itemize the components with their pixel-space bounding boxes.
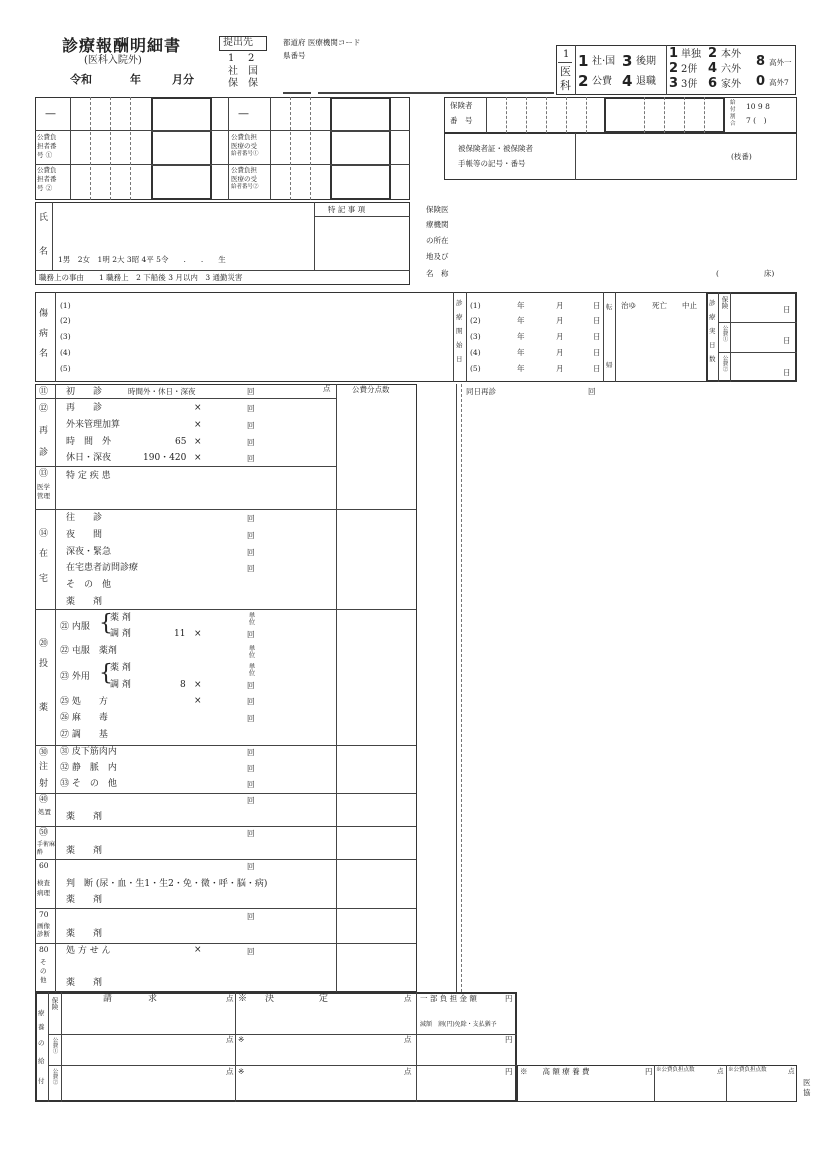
drug-sub: 薬 剤 [110,613,131,623]
date-item: (1) [470,301,481,310]
single-num: 2 [669,61,679,76]
fee-group: 宅 [39,574,49,584]
fee-label: 初 診 [66,387,103,397]
fee-group: その他 [40,958,47,984]
fee-item: 処 方 せ ん [66,946,111,956]
high-cost-label: ※ 高 額 療 養 費 [520,1067,590,1076]
decision-mark: ※ [238,1035,245,1044]
fee-group: 診 [39,448,49,458]
submit-opt-1: 1 [228,53,235,64]
out-num: 6 [708,76,718,91]
fee-no: 80 [39,945,49,954]
pref-code-label: 都道府 医療機関コード [283,38,361,47]
start-label: 始 [456,341,463,349]
totals-side: の [38,1039,45,1047]
fee-item: 外来管理加算 [66,420,121,430]
day-unit: 日 [783,305,791,314]
out-num: 2 [708,46,718,61]
type-label: 社·国 [592,56,616,67]
outcome: 治ゆ [621,301,636,310]
same-day-label: 同日再診 [466,387,496,396]
type-label: 後期 [636,56,656,67]
yen-unit: 円 [505,994,513,1003]
payer1-label: 号 ① [37,151,53,159]
decision-mark: ※ [238,1067,245,1076]
year-label: 年 [130,73,141,86]
disease-item: (3) [60,332,71,341]
multiply-mark: × [194,629,202,639]
recip1-label: 給者番号① [231,151,259,157]
insurer-label: 番 号 [450,116,473,125]
times-unit: 回 [588,387,596,396]
outcome: 死亡 [652,301,667,310]
elder-label: 高外一 [769,58,792,67]
recip2-label: 給者番号② [231,184,259,190]
fee-group: 再 [39,426,49,436]
single-num: 3 [669,76,679,91]
burden-label: 一 部 負 担 金 額 [420,994,477,1003]
times-unit: 回 [247,780,255,789]
unit-points: 190・420 [143,453,187,463]
fee-item: 特 定 疾 患 [66,471,111,481]
fee-group: 薬 [39,703,49,713]
times-unit: 回 [247,548,255,557]
times-unit: 回 [247,531,255,540]
fee-item: ㉒ 屯服 薬剤 [60,646,117,656]
multiply-mark: × [194,945,202,955]
fee-item: 薬 剤 [66,978,103,988]
totals-row-label: 保険 [50,997,59,1010]
public-points-header: 公費分点数 [352,385,390,394]
fee-group: 注 [39,762,49,772]
ymd: 日 [593,348,601,357]
ymd: 月 [556,332,564,341]
start-label: 診 [456,299,463,307]
multiply-mark: × [194,420,202,430]
drug-sub: 調 剤 [110,629,131,639]
fee-group: 医学管理 [37,483,50,500]
public-points-label: ※公費負担点数 [728,1067,767,1073]
days-label: 数 [709,355,716,363]
times-unit: 回 [247,748,255,757]
single-label: 2併 [681,64,698,75]
times-unit: 回 [247,404,255,413]
yen-unit: 円 [645,1067,653,1076]
fee-no: ⑪ [39,387,49,397]
ymd: 月 [556,348,564,357]
institution-label: 療機関 [426,220,449,229]
drug-sub: 調 剤 [110,680,131,690]
unit-points: 65 [175,437,187,447]
type-label: 退職 [636,76,656,87]
multiply-mark: × [194,680,202,690]
type-num: 1 [578,52,589,70]
totals-block[interactable] [35,992,517,1102]
times-unit: 回 [247,912,255,921]
days-type: 保険 [720,296,729,309]
times-unit: 回 [247,514,255,523]
days-type: 公費② [721,355,728,372]
times-unit: 回 [247,764,255,773]
recip2-label: 医療の受 [231,175,257,183]
times-unit: 回 [247,862,255,871]
fee-group: 射 [39,779,49,789]
fee-item: 時 間 外 [66,437,112,447]
recip1-label: 公費負担 [231,133,257,141]
totals-side: 療 [38,1009,45,1017]
ymd: 日 [593,364,601,373]
submit-name: 国 [248,66,258,77]
claim-label: 請 求 [103,994,158,1004]
yen-unit: 円 [505,1067,513,1076]
times-unit: 回 [247,829,255,838]
times-unit: 回 [247,454,255,463]
start-label: 開 [456,327,463,335]
point-unit: 点 [226,1035,234,1044]
public-points-label: ※公費負担点数 [656,1067,695,1073]
multiply-mark: × [194,437,202,447]
submit-name: 保 [228,78,238,89]
branch-label: (枝番) [731,152,752,161]
type-num: 2 [578,72,589,90]
submit-name: 社 [228,66,238,77]
point-unit: 点 [404,1067,412,1076]
point-unit: 点 [404,1035,412,1044]
institution-label: の所在 [426,236,449,245]
fee-no: 60 [39,861,49,870]
med-type-num: 1 [563,49,570,60]
totals-side: 養 [38,1023,45,1031]
payer2-label: 号 ② [37,184,53,192]
fee-item: ㉖ 麻 毒 [60,713,108,723]
fee-group: 処置 [38,808,51,816]
pref-number-field[interactable] [283,92,311,94]
fee-item: ㉝ そ の 他 [60,779,117,789]
fee-item: 在宅患者訪問診療 [66,563,139,573]
fee-no: ㊵ [39,795,49,805]
fee-group: 投 [39,659,49,669]
date-item: (2) [470,316,481,325]
ymd: 年 [517,301,525,310]
elder-num: 0 [756,74,766,89]
fee-note: 時間外・休日・深夜 [128,387,196,396]
fee-item: ㉑ 内服 [60,622,90,632]
times-unit: 回 [247,714,255,723]
times-unit: 回 [247,564,255,573]
unit-points: 11 [174,629,186,639]
fee-group: 在 [39,549,49,559]
day-unit: 日 [783,336,791,345]
disease-item: (5) [60,364,71,373]
decision-label: ※ 決 定 [238,994,329,1004]
brace: { [99,611,113,636]
submit-name: 保 [248,78,258,89]
payer2-label: 公費負 [37,166,57,174]
ymd: 日 [593,316,601,325]
ymd: 月 [556,301,564,310]
era-label: 令和 [70,73,92,86]
point-unit: 点 [404,994,412,1003]
ymd: 年 [517,332,525,341]
date-item: (4) [470,348,481,357]
fee-item: 薬 剤 [66,812,103,822]
submit-label: 提出先 [223,37,253,48]
day-unit: 日 [783,368,791,377]
totals-row-label: 公費② [51,1068,58,1085]
recip1-label: 医療の受 [231,142,257,150]
times-unit: 回 [247,421,255,430]
days-label: 診 [709,299,716,307]
institution-label: 名 称 [426,269,449,278]
outcome: 中止 [682,301,697,310]
days-type: 公費① [721,325,728,342]
institution-code-field[interactable] [318,92,554,94]
payer2-label: 担者番 [37,175,57,183]
ymd: 月 [556,364,564,373]
month-label: 月分 [172,73,194,86]
fee-item: ㉓ 外用 [60,672,90,682]
start-label: 日 [456,355,463,363]
ymd: 年 [517,364,525,373]
totals-side: 給 [38,1057,45,1065]
fee-item: 休日・深夜 [66,453,112,463]
fee-no: ⑭ [39,529,49,539]
point-unit: 点 [226,994,234,1003]
sex-birth-line: 1男 2女 1明 2大 3昭 4平 5令 . . 生 [58,255,226,264]
ratio-label: 給付割合 [730,100,736,127]
institution-label: 保険医 [426,205,449,214]
times-unit: 回 [247,947,255,956]
fee-item: 深夜・緊急 [66,547,112,557]
ikyo-mark: 医協 [803,1078,811,1097]
recipient-check-area[interactable] [330,97,391,200]
fee-item: 薬 剤 [66,929,103,939]
fee-item: ㉛ 皮下筋肉内 [60,747,117,757]
payer1-label: 公費負 [37,133,57,141]
type-num: 3 [622,52,633,70]
times-unit: 回 [247,697,255,706]
payer1-label: 担者番 [37,142,57,150]
elder-num: 8 [756,54,766,69]
submit-opt-2: 2 [248,53,255,64]
outcome-label: 転 [606,303,613,311]
days-label: 日 [709,341,716,349]
unit-label: 単位 [247,645,256,658]
out-label: 家外 [721,79,741,90]
form-subtitle: (医科入院外) [84,55,142,66]
fee-item: そ の 他 [66,580,112,590]
institution-label: 地及び [426,252,449,261]
out-num: 4 [708,61,718,76]
ymd: 日 [593,332,601,341]
fee-no: ㊿ [39,828,49,838]
disease-item: (1) [60,301,71,310]
ymd: 月 [556,316,564,325]
elder-label: 高外7 [769,78,789,87]
public-check-area[interactable] [151,97,212,200]
fee-group: 検査病理 [37,879,50,897]
ratio-values: 10 9 8 [746,102,770,111]
times-unit: 回 [247,630,255,639]
form-title: 診療報酬明細書 [62,36,182,55]
point-unit: 点 [323,384,331,393]
out-label: 本外 [721,49,741,60]
fee-no: 70 [39,910,49,919]
fee-item: ㉜ 静 脈 内 [60,763,117,773]
beds-label: ( 床) [716,269,775,278]
fee-group: 手術麻酔 [37,841,56,856]
fee-item: 判 断 (尿・血・生1・生2・免・微・呼・脳・病) [66,879,268,889]
card-label: 被保険者証・被保険者 [458,144,533,153]
special-notes-label: 特 記 事 項 [328,205,366,214]
ymd: 年 [517,316,525,325]
fee-item: 薬 剤 [66,895,103,905]
out-label: 六外 [721,64,741,75]
med-type-label: 医 [560,65,571,78]
days-label: 療 [709,313,716,321]
pref-code-label-2: 県番号 [283,51,306,60]
point-unit: 点 [788,1067,795,1075]
unit-points: 8 [180,680,186,690]
start-label: 療 [456,313,463,321]
ymd: 日 [593,301,601,310]
card-label: 手帳等の記号・番号 [458,159,526,168]
name-label: 氏 [39,213,49,223]
unit-label: 単位 [247,612,256,625]
disease-label: 病 [39,329,49,339]
fee-group: 画像診断 [37,922,50,938]
work-reason-line: 職務上の事由 1 職務上 2 下船後 3 月以内 3 通勤災害 [39,273,243,282]
dash-mark: — [238,107,249,120]
disease-label: 傷 [39,309,49,319]
single-num: 1 [669,46,679,61]
fee-item: ㉗ 調 基 [60,730,108,740]
fee-no: ⑫ [39,404,49,414]
multiply-mark: × [194,696,202,706]
dash-mark: — [45,107,56,120]
fee-item: 往 診 [66,513,103,523]
single-label: 3併 [681,79,698,90]
date-item: (3) [470,332,481,341]
multiply-mark: × [194,453,202,463]
disease-item: (2) [60,316,71,325]
yen-unit: 円 [505,1035,513,1044]
type-num: 4 [622,72,633,90]
fee-item: 薬 剤 [66,846,103,856]
drug-sub: 薬 剤 [110,663,131,673]
disease-label: 名 [39,349,49,359]
point-unit: 点 [717,1067,724,1075]
date-item: (5) [470,364,481,373]
fee-item: 再 診 [66,403,103,413]
totals-row-label: 公費① [51,1037,58,1054]
reduce-label: 減額 割(円)免除・支払猶予 [420,1021,497,1028]
times-unit: 回 [247,681,255,690]
multiply-mark: × [194,403,202,413]
outcome-label: 帰 [606,361,613,369]
type-label: 公費 [592,76,612,87]
disease-item: (4) [60,348,71,357]
brace: { [99,661,113,686]
times-unit: 回 [247,438,255,447]
fee-item: 夜 間 [66,530,103,540]
point-unit: 点 [226,1067,234,1076]
totals-side: 付 [38,1077,45,1085]
ymd: 年 [517,348,525,357]
fee-no: ㉚ [39,748,49,758]
fee-no: ⑳ [39,639,49,649]
ratio-values: 7 ( ) [746,116,767,125]
single-label: 単独 [681,49,701,60]
med-type-label-2: 科 [560,79,571,92]
unit-label: 単位 [247,663,256,676]
times-unit: 回 [247,387,255,396]
times-unit: 回 [247,796,255,805]
fee-no: ⑬ [39,469,49,479]
recip2-label: 公費負担 [231,166,257,174]
fee-item: ㉕ 処 方 [60,697,108,707]
name-label: 名 [39,247,49,257]
days-label: 実 [709,327,716,335]
fee-item: 薬 剤 [66,597,103,607]
insurer-label: 保険者 [450,101,473,110]
